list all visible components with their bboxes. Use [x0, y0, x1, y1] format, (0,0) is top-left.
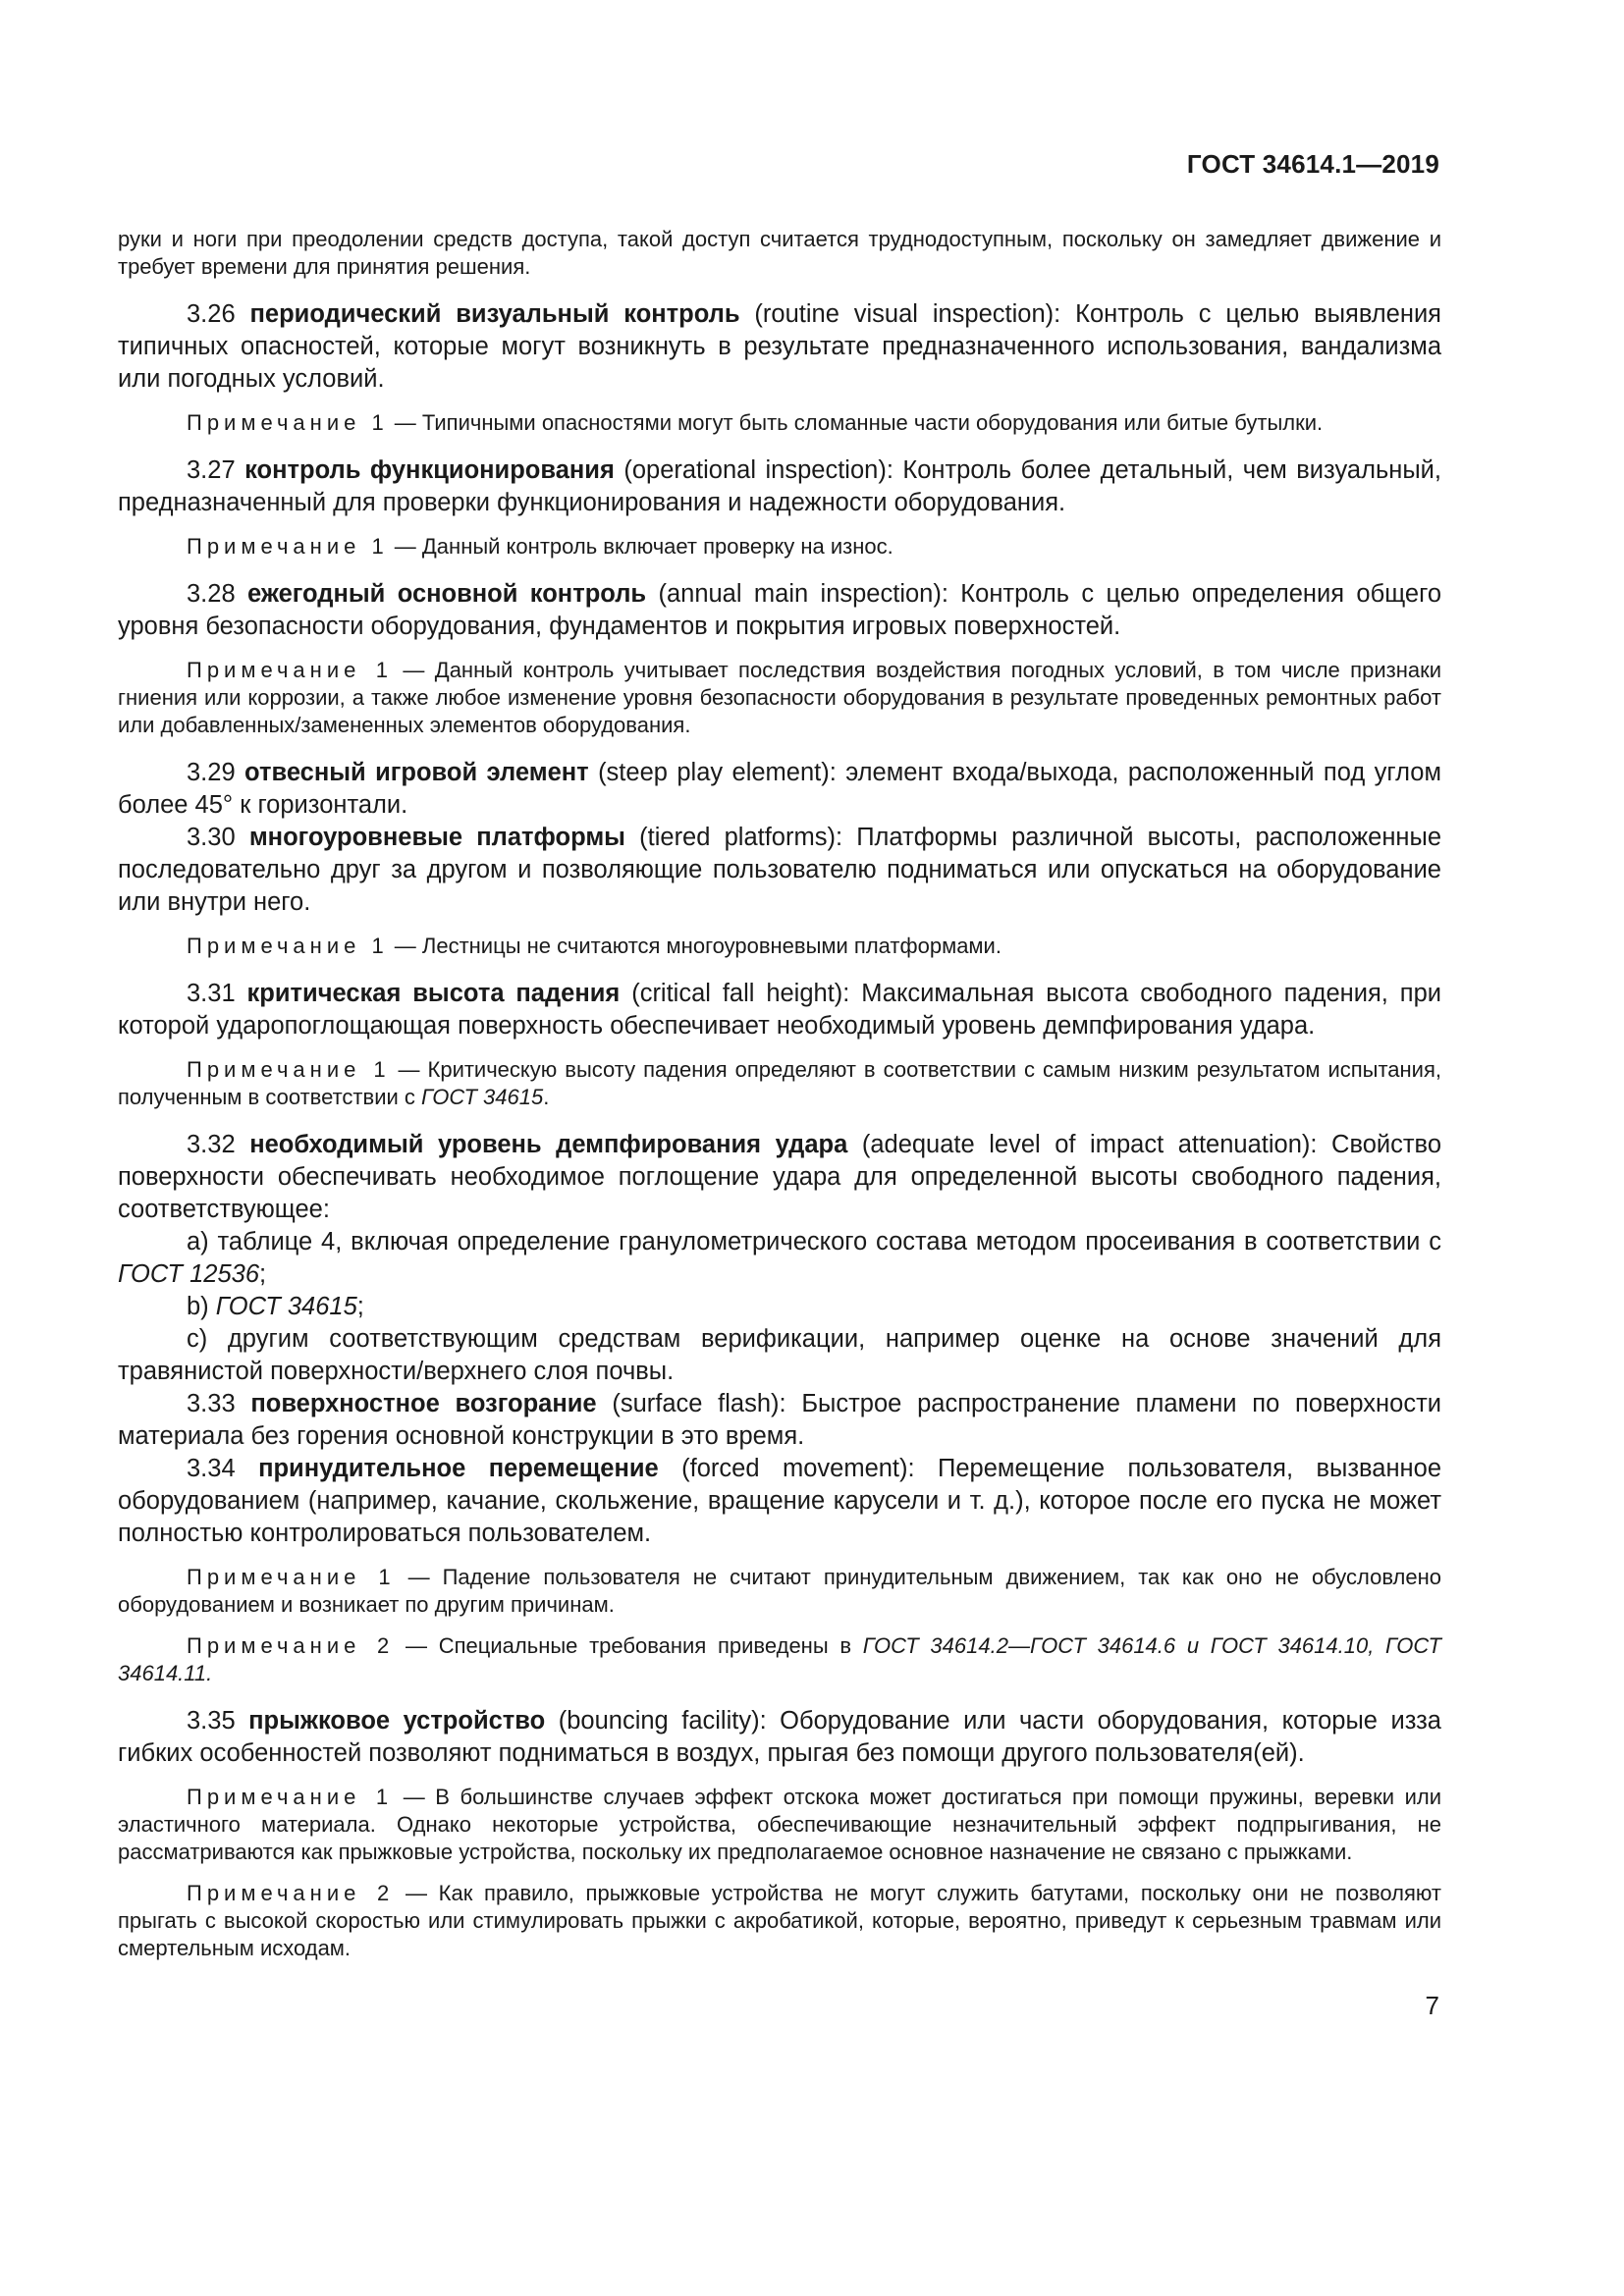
term-definition: (bouncing facility): Оборудование или части оборудования, которые изза гибких особенностей позволяют подниматься в воздух, прыгая без помощи другого пользователя(ей). [118, 1707, 1441, 1767]
note-text: — Типичными опасностями могут быть сломанные части оборудования или битые бутылки. [388, 410, 1324, 435]
note-label: Примечание 1 [187, 534, 389, 559]
note-3-34-1 [118, 1564, 1441, 1619]
note-tail: . [543, 1085, 550, 1109]
term-number: 3.30 [187, 824, 249, 851]
list-tail: ; [356, 1293, 364, 1320]
term-definition: (operational inspection): Контроль более детальный, чем визуальный, предназначенный для проверки функционирования и надежности оборудования. [118, 456, 1441, 516]
term-3-32 [118, 1129, 1441, 1226]
note-3-27 [118, 533, 1441, 561]
term-number: 3.31 [187, 980, 247, 1007]
list-text: а) таблице 4, включая определение гранулометрического состава методом просеивания в соответствии с [187, 1228, 1441, 1255]
term-3-35 [118, 1705, 1441, 1770]
note-label: Примечание 1 [187, 410, 389, 435]
note-label: Примечание 2 [187, 1881, 395, 1905]
note-reference: ГОСТ 34615 [421, 1085, 544, 1109]
term-name: многоуровневые платформы [248, 824, 625, 851]
term-number: 3.35 [187, 1707, 249, 1735]
note-text: — Как правило, прыжковые устройства не могут служить батутами, поскольку они не позволяют прыгать с высокой скоростью или стимулировать прыжки с акробатикой, которые, вероятно, приведут к серьезным травмам или смертельным исходам. [118, 1881, 1441, 1960]
document-body [118, 226, 1441, 1962]
list-item-c [118, 1323, 1441, 1388]
note-label: Примечание 1 [187, 1565, 396, 1589]
term-3-27 [118, 454, 1441, 519]
term-definition: (adequate level of impact attenuation): Свойство поверхности обеспечивать необходимое поглощение удара для определенной высоты свободного падения, соответствующее: [118, 1131, 1442, 1223]
list-tail: ; [259, 1260, 267, 1288]
list-item-b [118, 1291, 1441, 1323]
term-name: принудительное перемещение [258, 1455, 659, 1482]
term-name: необходимый уровень демпфирования удара [249, 1131, 848, 1158]
term-name: ежегодный основной контроль [247, 580, 647, 608]
list-text: c) другим соответствующим средствам верификации, например оценке на основе значений для травянистой поверхности/верхнего слоя почвы. [118, 1325, 1441, 1385]
term-name: критическая высота падения [246, 980, 621, 1007]
note-text: — Критическую высоту падения определяют в соответствии с самым низким результатом испытания, полученным в соответствии с [118, 1057, 1441, 1109]
note-reference: ГОСТ 34614.2—ГОСТ 34614.6 и ГОСТ 34614.10, ГОСТ 34614.11. [118, 1633, 1441, 1685]
note-3-28 [118, 657, 1441, 739]
term-definition: (steep play element): элемент входа/выхода, расположенный под углом более 45° к горизонтали. [118, 759, 1441, 819]
list-reference: ГОСТ 34615 [215, 1293, 357, 1320]
term-number: 3.29 [187, 759, 245, 786]
term-name: контроль функционирования [244, 456, 615, 484]
list-text: b) [187, 1293, 216, 1320]
note-label: Примечание 1 [187, 658, 393, 682]
term-definition: (routine visual inspection): Контроль с целью выявления типичных опасностей, которые могут возникнуть в результате предназначенного использования, вандализма или погодных условий. [118, 300, 1441, 393]
term-number: 3.26 [187, 300, 250, 328]
note-text: — Данный контроль учитывает последствия воздействия погодных условий, в том числе признаки гниения или коррозии, а также любое изменение уровня безопасности оборудования в результате проведенных ремонтных работ или добавленных/замененных элементов оборудования. [118, 658, 1442, 737]
note-text: — Лестницы не считаются многоуровневыми платформами. [388, 934, 1001, 958]
page-number: 7 [1425, 1991, 1439, 2020]
note-3-35-1 [118, 1784, 1441, 1866]
note-label: Примечание 1 [187, 1057, 391, 1082]
note-label: Примечание 1 [187, 1785, 394, 1809]
paragraph-continuation: руки и ноги при преодолении средств доступа, такой доступ считается труднодоступным, поскольку он замедляет движение и требует времени для принятия решения. [118, 227, 1441, 279]
note-text: — Данный контроль включает проверку на износ. [388, 534, 893, 559]
term-number: 3.28 [187, 580, 247, 608]
term-3-31 [118, 978, 1441, 1042]
term-3-29 [118, 757, 1441, 822]
term-definition: (annual main inspection): Контроль с целью определения общего уровня безопасности оборудования, фундаментов и покрытия игровых поверхностей. [118, 580, 1441, 640]
term-3-28 [118, 578, 1441, 643]
term-definition: (forced movement): Перемещение пользователя, вызванное оборудованием (например, качание, скольжение, вращение карусели и т. д.), которое после его пуска не может полностью контролироваться пользователем. [118, 1455, 1442, 1547]
note-text: — Специальные требования приведены в [394, 1633, 863, 1658]
term-number: 3.34 [187, 1455, 259, 1482]
note-3-26 [118, 409, 1441, 437]
note-label: Примечание 1 [187, 934, 389, 958]
list-reference: ГОСТ 12536 [118, 1260, 259, 1288]
note-3-35-2 [118, 1880, 1441, 1962]
term-number: 3.33 [187, 1390, 251, 1417]
term-number: 3.32 [187, 1131, 250, 1158]
note-3-31 [118, 1056, 1441, 1111]
term-3-26 [118, 298, 1441, 396]
list-item-a [118, 1226, 1441, 1291]
note-3-34-2 [118, 1632, 1441, 1687]
term-definition: (tiered platforms): Платформы различной высоты, расположенные последовательно друг за другом и позволяющие пользователю подниматься или опускаться на оборудование или внутри него. [118, 824, 1442, 916]
term-name: прыжковое устройство [248, 1707, 546, 1735]
note-text: — В большинстве случаев эффект отскока может достигаться при помощи пружины, веревки или эластичного материала. Однако некоторые устройства, обеспечивающие незначительный эффект подпрыгивания, не рассматриваются как прыжковые устройства, поскольку их предполагаемое основное назначение не связано с прыжками. [118, 1785, 1442, 1864]
term-3-33 [118, 1388, 1441, 1453]
term-name: периодический визуальный контроль [249, 300, 740, 328]
term-name: отвесный игровой элемент [244, 759, 589, 786]
note-label: Примечание 2 [187, 1633, 395, 1658]
note-text: — Падение пользователя не считают принудительным движением, так как оно не обусловлено оборудованием и возникает по другим причинам. [118, 1565, 1442, 1617]
term-name: поверхностное возгорание [250, 1390, 597, 1417]
term-3-34 [118, 1453, 1441, 1550]
note-3-30 [118, 933, 1441, 960]
term-definition: (critical fall height): Максимальная высота свободного падения, при которой ударопоглощающая поверхность обеспечивает необходимый уровень демпфирования удара. [118, 980, 1442, 1040]
standard-header: ГОСТ 34614.1—2019 [1186, 149, 1439, 179]
term-3-30 [118, 822, 1441, 919]
term-definition: (surface flash): Быстрое распространение пламени по поверхности материала без горения основной конструкции в это время. [118, 1390, 1441, 1450]
term-number: 3.27 [187, 456, 245, 484]
